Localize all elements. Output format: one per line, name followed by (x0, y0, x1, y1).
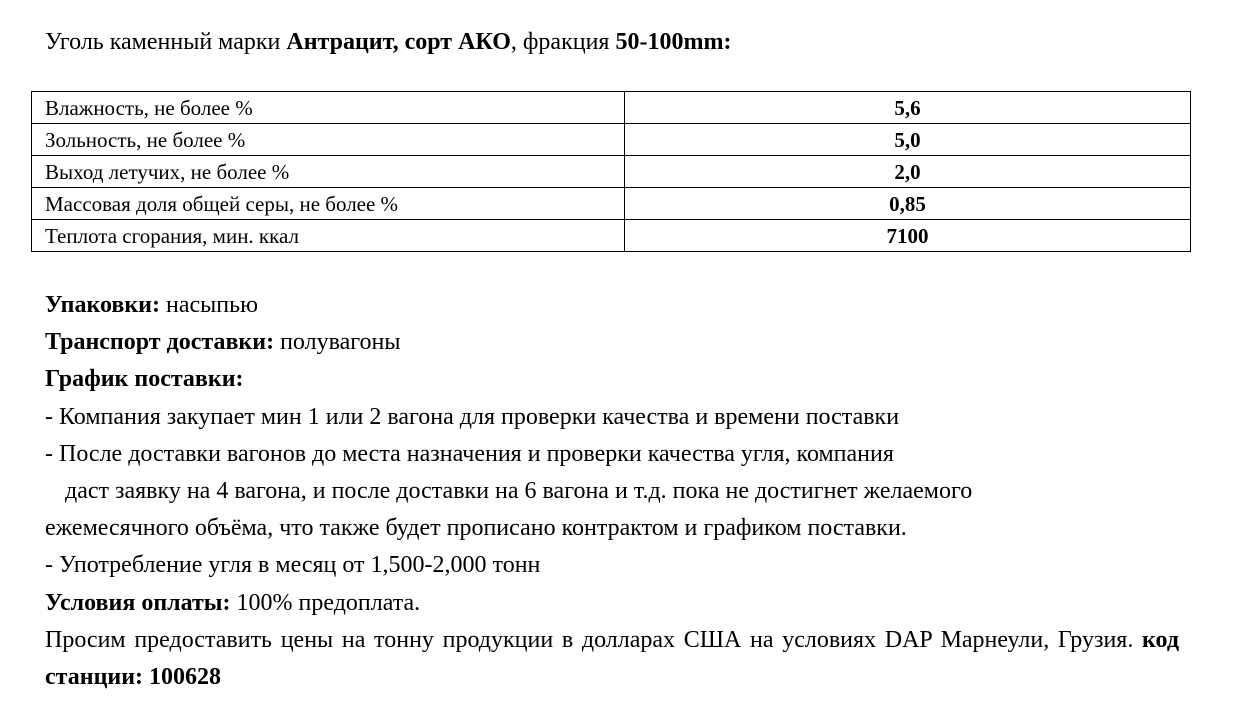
transport-line (45, 324, 1179, 361)
document-heading (45, 26, 731, 58)
spec-value: 5,0 (625, 124, 1191, 156)
packaging-line (45, 287, 1179, 324)
table-row (32, 220, 1191, 252)
spec-value: 7100 (625, 220, 1191, 252)
table-row (32, 124, 1191, 156)
spec-name: Влажность, не более % (32, 92, 625, 124)
heading-prefix: Уголь каменный марки (45, 29, 287, 55)
spec-name: Теплота сгорания, мин. ккал (32, 220, 625, 252)
schedule-item-2-line-1: - После доставки вагонов до места назначения и проверки качества угля, компания (45, 440, 894, 467)
schedule-item-2-line-2: даст заявку на 4 вагона, и после доставки на 6 вагона и т.д. пока не достигнет желаемого (65, 478, 973, 505)
transport-label: Транспорт доставки: (45, 329, 275, 356)
schedule-heading (45, 361, 1179, 398)
spec-name: Зольность, не более % (32, 124, 625, 156)
station-code: код станции: 100628 (45, 626, 1179, 691)
document-body (45, 287, 1179, 696)
table-row (32, 156, 1191, 188)
heading-fraction: 50-100mm: (615, 29, 732, 55)
payment-value: 100% предоплата. (230, 589, 421, 616)
payment-label: Условия оплаты: (45, 589, 231, 616)
spec-value: 0,85 (625, 188, 1191, 220)
packaging-value: насыпью (160, 292, 258, 318)
price-request-text: Просим предоставить цены на тонну продукции в долларах США на условиях DAP Марнеули, Грузия. (45, 626, 1143, 653)
schedule-item-3: - Употребление угля в месяц от 1,500-2,000 тонн (45, 552, 541, 579)
spec-name: Выход летучих, не более % (32, 156, 625, 188)
price-request-paragraph (45, 622, 1179, 696)
schedule-item-1: - Компания закупает мин 1 или 2 вагона для проверки качества и времени поставки (45, 403, 900, 430)
transport-value: полувагоны (274, 329, 401, 356)
spec-name: Массовая доля общей серы, не более % (32, 188, 625, 220)
schedule-label: График поставки: (45, 366, 244, 393)
table-row (32, 92, 1191, 124)
payment-line (45, 585, 1179, 622)
heading-middle: , фракция (510, 29, 616, 55)
heading-brand: Антрацит, сорт АКО (286, 29, 511, 55)
schedule-item-2-line-3: ежемесячного объёма, что также будет прописано контрактом и графиком поставки. (45, 515, 907, 542)
spec-value: 2,0 (625, 156, 1191, 188)
spec-value: 5,6 (625, 92, 1191, 124)
table-row (32, 188, 1191, 220)
specs-table (31, 91, 1191, 252)
packaging-label: Упаковки: (45, 292, 160, 318)
